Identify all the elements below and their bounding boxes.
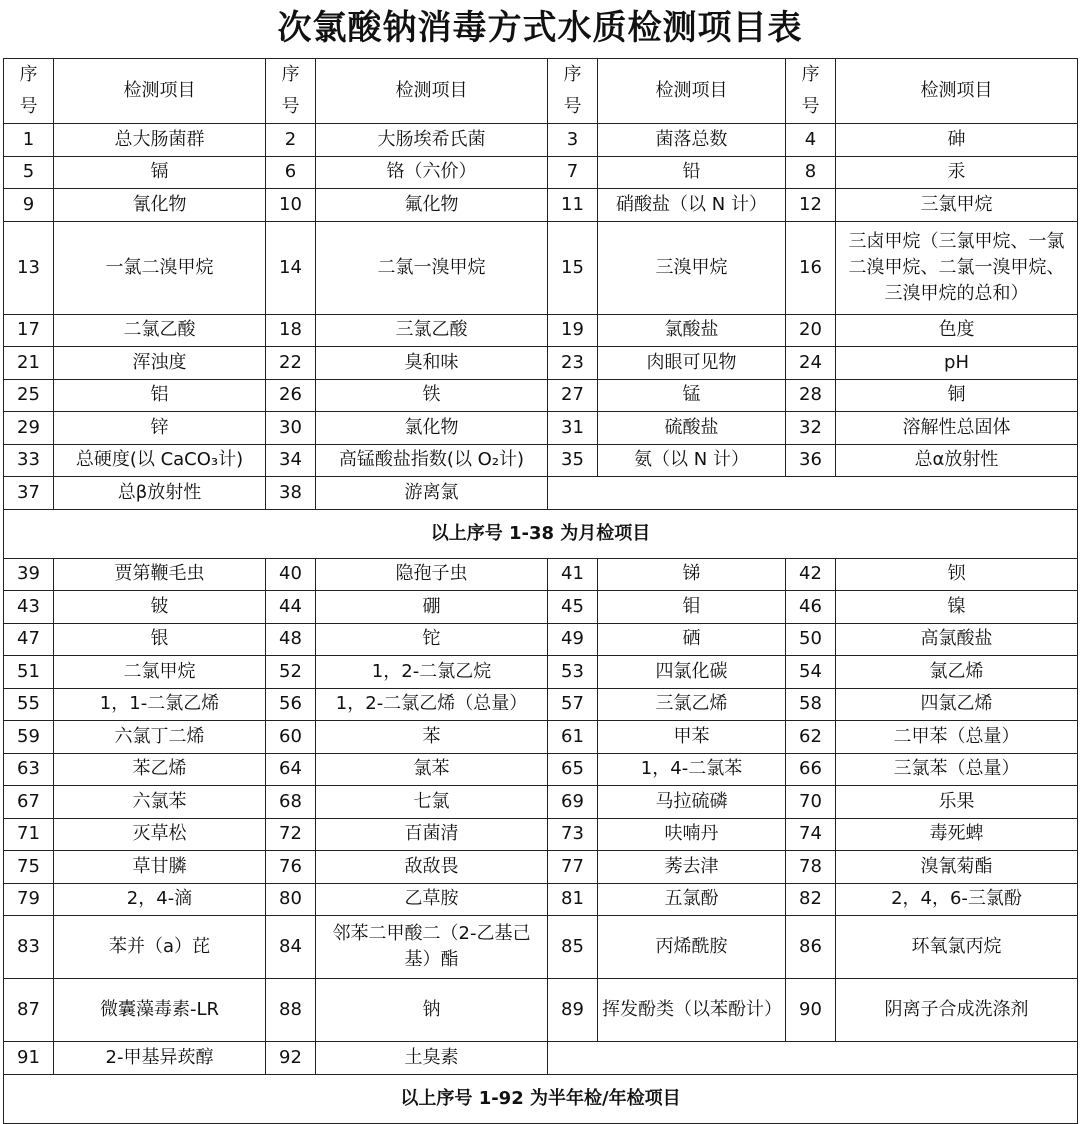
section-note-row — [4, 1074, 1078, 1123]
item-cell: 硝酸盐（以 N 计） — [598, 189, 786, 222]
seq-cell: 82 — [786, 883, 836, 916]
table-row — [4, 347, 1078, 380]
item-cell: 马拉硫磷 — [598, 786, 786, 819]
seq-header: 序 号 — [4, 59, 54, 124]
seq-cell: 47 — [4, 623, 54, 656]
item-cell: 浑浊度 — [54, 347, 266, 380]
item-cell: 1，2-二氯乙烯（总量） — [316, 688, 548, 721]
item-cell: 钡 — [836, 558, 1078, 591]
item-cell: 总β放射性 — [54, 477, 266, 510]
seq-cell: 21 — [4, 347, 54, 380]
seq-cell: 39 — [4, 558, 54, 591]
seq-cell: 59 — [4, 721, 54, 754]
item-cell: 六氯丁二烯 — [54, 721, 266, 754]
seq-cell: 43 — [4, 591, 54, 624]
item-cell: 氯乙烯 — [836, 656, 1078, 689]
table-row — [4, 721, 1078, 754]
seq-cell: 10 — [266, 189, 316, 222]
seq-cell: 28 — [786, 379, 836, 412]
item-cell: 铅 — [598, 156, 786, 189]
seq-cell: 77 — [548, 851, 598, 884]
seq-cell: 91 — [4, 1042, 54, 1075]
item-cell: 总大肠菌群 — [54, 124, 266, 157]
item-cell: 硒 — [598, 623, 786, 656]
seq-cell: 16 — [786, 221, 836, 314]
seq-cell: 36 — [786, 444, 836, 477]
seq-cell: 69 — [548, 786, 598, 819]
empty-cell — [548, 477, 1078, 510]
seq-cell: 55 — [4, 688, 54, 721]
seq-cell: 49 — [548, 623, 598, 656]
inspection-items-table — [3, 58, 1078, 1124]
seq-cell: 50 — [786, 623, 836, 656]
seq-cell: 25 — [4, 379, 54, 412]
item-cell: 一氯二溴甲烷 — [54, 221, 266, 314]
table-row — [4, 189, 1078, 222]
seq-cell: 18 — [266, 314, 316, 347]
seq-cell: 90 — [786, 979, 836, 1042]
seq-cell: 26 — [266, 379, 316, 412]
item-cell: 银 — [54, 623, 266, 656]
item-cell: 铬（六价） — [316, 156, 548, 189]
seq-cell: 78 — [786, 851, 836, 884]
item-cell: 1，4-二氯苯 — [598, 753, 786, 786]
item-cell: 呋喃丹 — [598, 818, 786, 851]
item-cell: 四氯乙烯 — [836, 688, 1078, 721]
item-cell: 草甘膦 — [54, 851, 266, 884]
table-row — [4, 623, 1078, 656]
item-cell: 锑 — [598, 558, 786, 591]
seq-cell: 48 — [266, 623, 316, 656]
table-row — [4, 156, 1078, 189]
item-header: 检测项目 — [316, 59, 548, 124]
table-row — [4, 753, 1078, 786]
seq-cell: 87 — [4, 979, 54, 1042]
seq-cell: 35 — [548, 444, 598, 477]
item-cell: 砷 — [836, 124, 1078, 157]
item-cell: 四氯化碳 — [598, 656, 786, 689]
seq-cell: 40 — [266, 558, 316, 591]
seq-cell: 3 — [548, 124, 598, 157]
seq-cell: 22 — [266, 347, 316, 380]
item-cell: 敌敌畏 — [316, 851, 548, 884]
table-row — [4, 818, 1078, 851]
seq-cell: 24 — [786, 347, 836, 380]
item-cell: 镉 — [54, 156, 266, 189]
empty-cell — [548, 1042, 1078, 1075]
item-cell: 毒死蜱 — [836, 818, 1078, 851]
seq-cell: 51 — [4, 656, 54, 689]
table-row — [4, 591, 1078, 624]
item-cell: 1，1-二氯乙烯 — [54, 688, 266, 721]
item-cell: 莠去津 — [598, 851, 786, 884]
item-cell: 铍 — [54, 591, 266, 624]
section-note: 以上序号 1-38 为月检项目 — [4, 509, 1078, 558]
item-cell: 灭草松 — [54, 818, 266, 851]
seq-cell: 13 — [4, 221, 54, 314]
seq-cell: 71 — [4, 818, 54, 851]
item-cell: 2，4，6-三氯酚 — [836, 883, 1078, 916]
seq-cell: 67 — [4, 786, 54, 819]
item-cell: 高锰酸盐指数(以 O₂计) — [316, 444, 548, 477]
item-cell: 三氯苯（总量） — [836, 753, 1078, 786]
seq-cell: 52 — [266, 656, 316, 689]
seq-cell: 19 — [548, 314, 598, 347]
item-cell: 溶解性总固体 — [836, 412, 1078, 445]
seq-cell: 6 — [266, 156, 316, 189]
seq-cell: 8 — [786, 156, 836, 189]
seq-cell: 86 — [786, 916, 836, 979]
table-row — [4, 1042, 1078, 1075]
item-cell: 溴氰菊酯 — [836, 851, 1078, 884]
item-cell: 三氯甲烷 — [836, 189, 1078, 222]
item-cell: 二氯乙酸 — [54, 314, 266, 347]
seq-cell: 75 — [4, 851, 54, 884]
item-cell: 氟化物 — [316, 189, 548, 222]
item-cell: 铜 — [836, 379, 1078, 412]
table-row — [4, 851, 1078, 884]
table-row — [4, 979, 1078, 1042]
seq-cell: 62 — [786, 721, 836, 754]
item-cell: 隐孢子虫 — [316, 558, 548, 591]
seq-cell: 38 — [266, 477, 316, 510]
table-row — [4, 314, 1078, 347]
item-cell: 总硬度(以 CaCO₃计) — [54, 444, 266, 477]
table-row — [4, 412, 1078, 445]
item-cell: 乙草胺 — [316, 883, 548, 916]
section-note-row — [4, 509, 1078, 558]
item-cell: 阴离子合成洗涤剂 — [836, 979, 1078, 1042]
item-cell: 总α放射性 — [836, 444, 1078, 477]
seq-cell: 54 — [786, 656, 836, 689]
item-cell: 大肠埃希氏菌 — [316, 124, 548, 157]
seq-cell: 88 — [266, 979, 316, 1042]
seq-cell: 31 — [548, 412, 598, 445]
item-cell: 2-甲基异莰醇 — [54, 1042, 266, 1075]
seq-cell: 45 — [548, 591, 598, 624]
table-row — [4, 124, 1078, 157]
item-cell: 氯酸盐 — [598, 314, 786, 347]
seq-header: 序 号 — [548, 59, 598, 124]
item-header: 检测项目 — [836, 59, 1078, 124]
item-cell: 锰 — [598, 379, 786, 412]
item-cell: 锌 — [54, 412, 266, 445]
seq-cell: 65 — [548, 753, 598, 786]
seq-cell: 42 — [786, 558, 836, 591]
seq-cell: 84 — [266, 916, 316, 979]
seq-cell: 64 — [266, 753, 316, 786]
item-cell: 二甲苯（总量） — [836, 721, 1078, 754]
seq-cell: 14 — [266, 221, 316, 314]
seq-cell: 44 — [266, 591, 316, 624]
item-cell: 三溴甲烷 — [598, 221, 786, 314]
seq-cell: 5 — [4, 156, 54, 189]
item-cell: 镍 — [836, 591, 1078, 624]
item-cell: 三氯乙酸 — [316, 314, 548, 347]
seq-cell: 20 — [786, 314, 836, 347]
item-cell: 铁 — [316, 379, 548, 412]
seq-cell: 12 — [786, 189, 836, 222]
seq-cell: 53 — [548, 656, 598, 689]
table-row — [4, 379, 1078, 412]
item-cell: 贾第鞭毛虫 — [54, 558, 266, 591]
item-cell: 高氯酸盐 — [836, 623, 1078, 656]
item-cell: 土臭素 — [316, 1042, 548, 1075]
item-cell: 氨（以 N 计） — [598, 444, 786, 477]
seq-cell: 76 — [266, 851, 316, 884]
seq-cell: 70 — [786, 786, 836, 819]
item-cell: 臭和味 — [316, 347, 548, 380]
item-cell: 乐果 — [836, 786, 1078, 819]
item-cell: 挥发酚类（以苯酚计） — [598, 979, 786, 1042]
seq-cell: 72 — [266, 818, 316, 851]
seq-cell: 29 — [4, 412, 54, 445]
item-cell: 硫酸盐 — [598, 412, 786, 445]
seq-header: 序 号 — [786, 59, 836, 124]
seq-cell: 37 — [4, 477, 54, 510]
seq-cell: 57 — [548, 688, 598, 721]
seq-cell: 85 — [548, 916, 598, 979]
section-note: 以上序号 1-92 为半年检/年检项目 — [4, 1074, 1078, 1123]
item-cell: 菌落总数 — [598, 124, 786, 157]
item-cell: pH — [836, 347, 1078, 380]
seq-cell: 30 — [266, 412, 316, 445]
seq-cell: 34 — [266, 444, 316, 477]
item-cell: 邻苯二甲酸二（2-乙基己基）酯 — [316, 916, 548, 979]
table-row — [4, 444, 1078, 477]
item-cell: 甲苯 — [598, 721, 786, 754]
item-cell: 硼 — [316, 591, 548, 624]
seq-cell: 33 — [4, 444, 54, 477]
item-cell: 钠 — [316, 979, 548, 1042]
seq-cell: 2 — [266, 124, 316, 157]
seq-cell: 11 — [548, 189, 598, 222]
seq-cell: 4 — [786, 124, 836, 157]
item-cell: 苯 — [316, 721, 548, 754]
seq-cell: 73 — [548, 818, 598, 851]
item-cell: 钼 — [598, 591, 786, 624]
item-cell: 铊 — [316, 623, 548, 656]
seq-cell: 83 — [4, 916, 54, 979]
table-header-row — [4, 59, 1078, 124]
table-row — [4, 883, 1078, 916]
item-cell: 汞 — [836, 156, 1078, 189]
table-row — [4, 688, 1078, 721]
seq-cell: 46 — [786, 591, 836, 624]
seq-cell: 7 — [548, 156, 598, 189]
item-cell: 氯苯 — [316, 753, 548, 786]
item-cell: 丙烯酰胺 — [598, 916, 786, 979]
seq-cell: 89 — [548, 979, 598, 1042]
seq-cell: 41 — [548, 558, 598, 591]
item-cell: 二氯一溴甲烷 — [316, 221, 548, 314]
seq-cell: 23 — [548, 347, 598, 380]
seq-cell: 17 — [4, 314, 54, 347]
seq-header: 序 号 — [266, 59, 316, 124]
table-row — [4, 916, 1078, 979]
item-cell: 六氯苯 — [54, 786, 266, 819]
item-cell: 苯乙烯 — [54, 753, 266, 786]
item-cell: 环氧氯丙烷 — [836, 916, 1078, 979]
seq-cell: 56 — [266, 688, 316, 721]
item-cell: 2，4-滴 — [54, 883, 266, 916]
seq-cell: 74 — [786, 818, 836, 851]
item-cell: 苯并（a）芘 — [54, 916, 266, 979]
item-header: 检测项目 — [598, 59, 786, 124]
item-cell: 1，2-二氯乙烷 — [316, 656, 548, 689]
item-cell: 氰化物 — [54, 189, 266, 222]
seq-cell: 60 — [266, 721, 316, 754]
table-row — [4, 221, 1078, 314]
seq-cell: 61 — [548, 721, 598, 754]
seq-cell: 63 — [4, 753, 54, 786]
seq-cell: 68 — [266, 786, 316, 819]
item-cell: 三卤甲烷（三氯甲烷、一氯二溴甲烷、二氯一溴甲烷、三溴甲烷的总和） — [836, 221, 1078, 314]
item-cell: 肉眼可见物 — [598, 347, 786, 380]
seq-cell: 27 — [548, 379, 598, 412]
item-cell: 游离氯 — [316, 477, 548, 510]
item-cell: 微囊藻毒素-LR — [54, 979, 266, 1042]
item-cell: 色度 — [836, 314, 1078, 347]
seq-cell: 1 — [4, 124, 54, 157]
seq-cell: 80 — [266, 883, 316, 916]
item-cell: 铝 — [54, 379, 266, 412]
table-row — [4, 786, 1078, 819]
item-cell: 氯化物 — [316, 412, 548, 445]
item-cell: 三氯乙烯 — [598, 688, 786, 721]
item-cell: 五氯酚 — [598, 883, 786, 916]
table-row — [4, 477, 1078, 510]
seq-cell: 79 — [4, 883, 54, 916]
item-cell: 百菌清 — [316, 818, 548, 851]
item-cell: 二氯甲烷 — [54, 656, 266, 689]
seq-cell: 66 — [786, 753, 836, 786]
seq-cell: 15 — [548, 221, 598, 314]
seq-cell: 32 — [786, 412, 836, 445]
seq-cell: 9 — [4, 189, 54, 222]
seq-cell: 58 — [786, 688, 836, 721]
page-title: 次氯酸钠消毒方式水质检测项目表 — [277, 8, 803, 48]
table-row — [4, 558, 1078, 591]
seq-cell: 92 — [266, 1042, 316, 1075]
item-cell: 七氯 — [316, 786, 548, 819]
seq-cell: 81 — [548, 883, 598, 916]
item-header: 检测项目 — [54, 59, 266, 124]
table-row — [4, 656, 1078, 689]
